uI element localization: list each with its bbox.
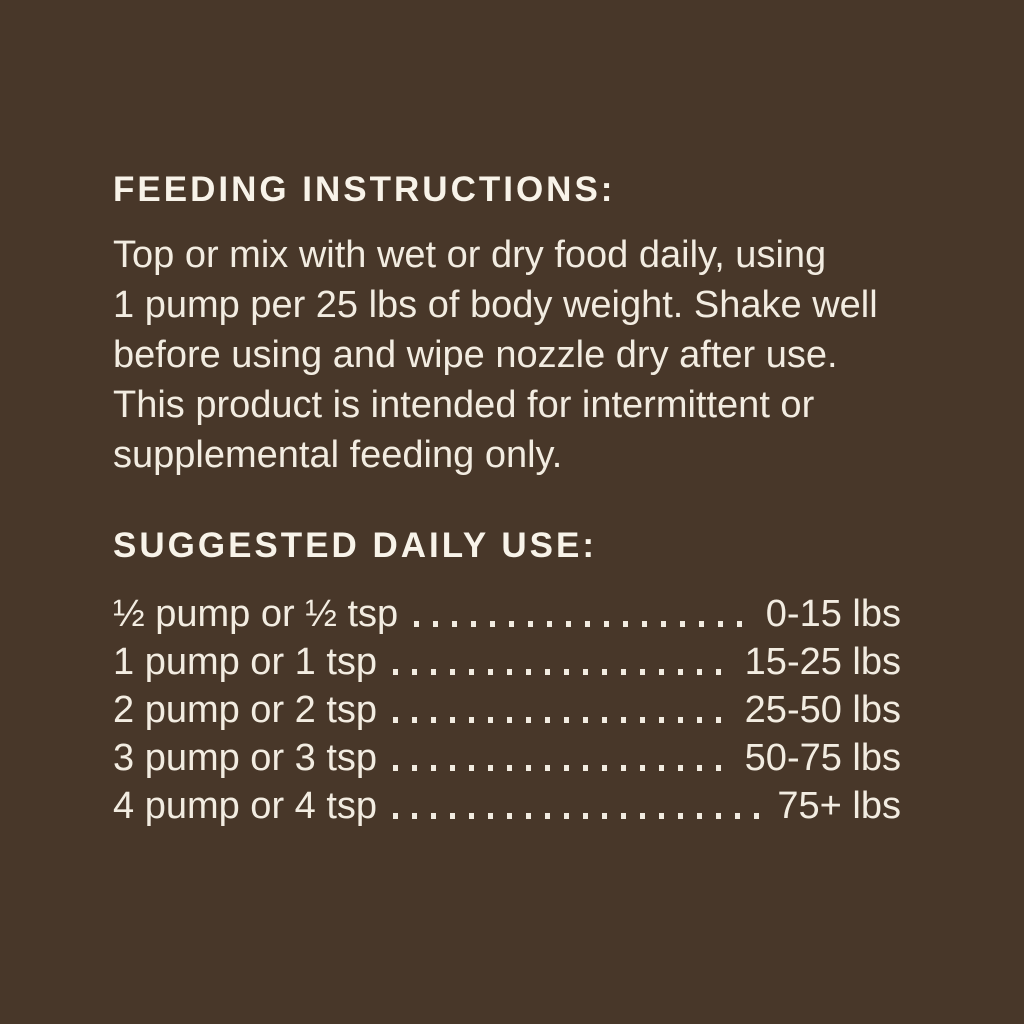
instruction-line: 1 pump per 25 lbs of body weight. Shake well [113,284,878,326]
feeding-instructions-text [113,230,925,480]
weight-range: 15-25 lbs [744,641,901,683]
dosage-table [113,590,901,830]
feeding-instructions-heading: FEEDING INSTRUCTIONS: [113,170,616,209]
instruction-line: before using and wipe nozzle dry after use. [113,334,838,376]
dot-leader [414,621,754,627]
dot-leader [393,765,733,771]
dosage-row [113,590,901,638]
dosage-row [113,782,901,830]
weight-range: 50-75 lbs [744,737,901,779]
weight-range: 0-15 lbs [765,593,901,635]
dosage-row [113,734,901,782]
dot-leader [393,813,765,819]
instruction-line: This product is intended for intermittent or [113,384,815,426]
dose-label: ½ pump or ½ tsp [113,593,399,635]
dosage-row [113,686,901,734]
dose-label: 2 pump or 2 tsp [113,689,378,731]
dot-leader [393,669,733,675]
instruction-line: Top or mix with wet or dry food daily, using [113,234,827,276]
dose-label: 4 pump or 4 tsp [113,785,378,827]
weight-range: 75+ lbs [777,785,901,827]
dot-leader [393,717,733,723]
dose-label: 3 pump or 3 tsp [113,737,378,779]
dosage-row [113,638,901,686]
instruction-line: supplemental feeding only. [113,434,563,476]
suggested-daily-use-heading: SUGGESTED DAILY USE: [113,526,597,565]
weight-range: 25-50 lbs [744,689,901,731]
dose-label: 1 pump or 1 tsp [113,641,378,683]
